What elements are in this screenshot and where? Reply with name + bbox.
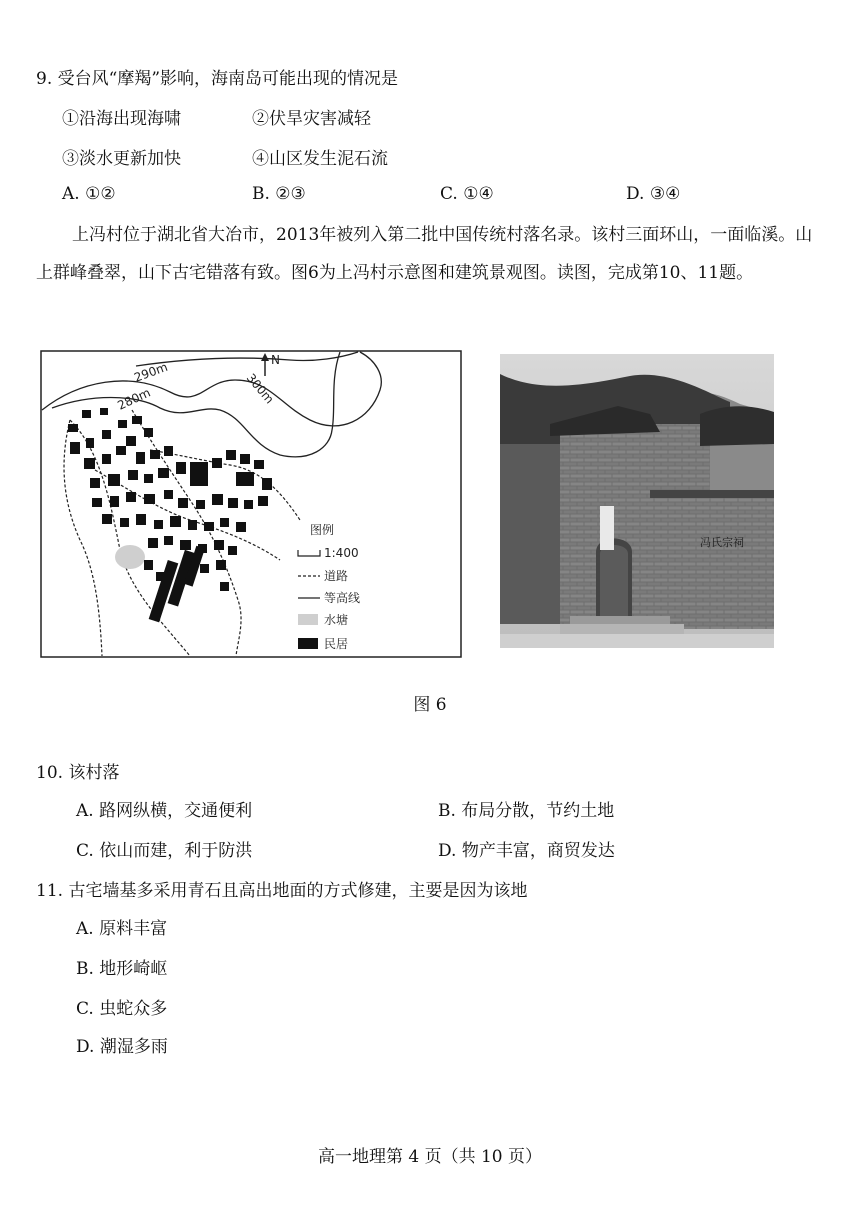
legend-title: 图例 [310,523,335,537]
q10-option-c: C. 依山而建，利于防洪 [76,841,253,861]
q11-option-d: D. 潮湿多雨 [76,1037,168,1057]
contour-label-290: 290m [132,359,170,385]
legend-pond-icon [298,614,318,625]
contour-label-280: 280m [115,385,153,413]
pond [115,545,145,569]
intro-text: 上冯村位于湖北省大冶市，2013年被列入第二批中国传统村落名录。该村三面环山，一面临溪。山上群峰叠翠，山下古宅错落有致。图6为上冯村示意图和建筑景观图。读图，完成第10、11题。 [36,225,813,283]
q9-option-d: D. ③④ [626,184,681,204]
page-footer: 高一地理第 4 页（共 10 页） [317,1147,543,1167]
photo-door [600,545,628,616]
q11-option-b: B. 地形崎岖 [76,959,168,979]
q9-item-1: ①沿海出现海啸 [62,109,181,129]
q10-option-b: B. 布局分散，节约土地 [438,801,615,821]
q9-item-4: ④山区发生泥石流 [252,149,388,169]
photo-window [600,506,614,550]
q9-option-a: A. ①② [62,184,116,204]
legend-house-icon [298,638,318,649]
legend-scale: 1:400 [324,546,359,560]
q11-option-c: C. 虫蛇众多 [76,999,168,1019]
ancestral-hall-photo [500,354,774,648]
legend-contour: 等高线 [324,591,361,605]
legend-house: 民居 [324,637,349,651]
photo-wall-sign: 冯氏宗祠 [700,536,744,549]
q11-stem: 11. 古宅墙基多采用青石且高出地面的方式修建，主要是因为该地 [36,881,528,901]
photo-courtyard-wall [650,494,774,629]
q10-option-a: A. 路网纵横，交通便利 [76,801,253,821]
north-label: N [271,353,280,367]
q9-option-c: C. ①④ [440,184,494,204]
q9-item-3: ③淡水更新加快 [62,149,181,169]
q9-option-b: B. ②③ [252,184,306,204]
village-map [40,350,462,658]
q10-stem: 10. 该村落 [36,763,120,783]
q10-option-d: D. 物产丰富，商贸发达 [438,841,615,861]
photo-step-top [570,616,670,624]
q9-stem: 9. 受台风“摩羯”影响，海南岛可能出现的情况是 [36,69,399,89]
q9-item-2: ②伏旱灾害减轻 [252,109,371,129]
photo-ground [500,634,774,648]
legend-road: 道路 [324,569,349,583]
contour-label-300: 300m [243,370,277,407]
q11-option-a: A. 原料丰富 [76,919,168,939]
legend-pond: 水塘 [324,613,349,627]
intro-paragraph [36,216,826,292]
photo-wall-cap [650,490,774,498]
figure-caption: 图 6 [413,695,447,715]
photo-right-roof [700,406,774,446]
photo-step-mid [560,624,684,634]
